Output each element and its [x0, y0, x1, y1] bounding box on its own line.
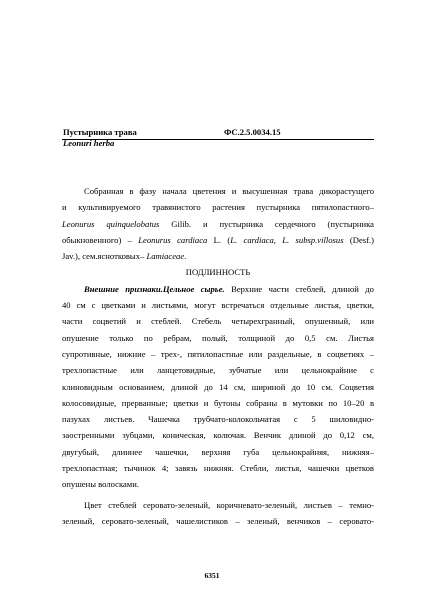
text-span: Jav.), сем.яснотковых–	[62, 251, 147, 262]
text-line: опушение только по ребрам, полый, толщиной до 0,5 см. Листья	[62, 332, 374, 343]
text-line	[62, 216, 374, 232]
text-line	[62, 248, 374, 264]
color-paragraph	[62, 497, 374, 530]
features-paragraph	[62, 281, 374, 493]
text-line	[62, 232, 374, 248]
latin-species: L. subsp.villosus	[282, 234, 344, 245]
monograph-latin-name: Leonuri herba	[63, 138, 115, 148]
text-line: клиновидным основанием, длиной до 14 см, шириной до 10 см. Соцветия	[62, 381, 374, 392]
text-line: трехлопастная; тычинок 4; завязь нижняя. Стебли, листья, чашечки цветков	[62, 463, 374, 474]
latin-family: Lamiaceae	[146, 251, 185, 262]
text-line: колосовидные, прерванные; цветки и бутоны собраны в мутовки по 10–20 в	[62, 397, 374, 408]
text-span: Собранная в фазу начала цветения и высушенная трава дикорастущего	[84, 186, 374, 196]
text-line: зеленый, серовато-зеленый, чашелистиков – зеленый, венчиков – серовато-	[62, 515, 374, 526]
document-header	[63, 127, 373, 149]
text-span: (Desf.)	[343, 234, 374, 245]
text-span: .	[184, 251, 187, 262]
text-span: обыкновенного) –	[62, 234, 139, 245]
text-line	[62, 281, 374, 297]
monograph-code: ФС.2.5.0034.15	[224, 127, 281, 137]
text-span: Верхние части стеблей, длиной до	[224, 283, 374, 294]
text-line: супротивные, нижние – трех-, пятилопастные или раздельные, в соцветиях –	[62, 348, 374, 359]
latin-species: Leonurus cardiaca	[138, 234, 208, 245]
page-number: 6351	[204, 571, 220, 580]
section-title: ПОДЛИННОСТЬ	[185, 267, 251, 278]
text-line: части соцветий и стеблей. Стебель четырехгранный, опушенный, или	[62, 316, 374, 327]
text-span: Gilib. и пустырника сердечного (пустырника	[159, 218, 374, 229]
text-line: заостренными зубцами, коническая, колючая. Венчик длиной до 0,12 см,	[62, 430, 374, 441]
text-span: L. (	[207, 234, 231, 245]
intro-paragraph	[62, 183, 374, 264]
latin-species: Leonurus quinquelobatus	[62, 218, 160, 229]
latin-species: L. cardiaca	[230, 234, 274, 245]
text-line: опушены волосками.	[62, 479, 139, 490]
text-line	[62, 199, 374, 215]
text-line: Цвет стеблей серовато-зеленый, коричневато-зеленый, листьев – темно-	[84, 499, 374, 510]
text-line	[62, 183, 374, 199]
header-divider	[62, 139, 374, 140]
document-body	[62, 183, 374, 529]
subheading: Цельное сырье.	[162, 283, 225, 294]
text-span: и культивируемого травянистого растения пустырника пятилопастного–	[62, 202, 374, 213]
text-span: ,	[273, 234, 283, 245]
text-line: 40 см с цветками и листьями, могут встречаться отдельные листья, цветки,	[62, 300, 374, 311]
subheading: Внешние признаки.	[84, 283, 163, 294]
monograph-title: Пустырника трава	[63, 127, 137, 137]
text-line: трехлопастные или ланцетовидные, зубчатые или цельнокрайние с	[62, 365, 374, 376]
text-line: двугубый, длиннее чашечки, верхняя губа цельнокрайняя, нижняя–	[62, 446, 374, 457]
text-line: пазухах листьев. Чашечка трубчато-колокольчатая с 5 шиловидно-	[62, 414, 374, 425]
